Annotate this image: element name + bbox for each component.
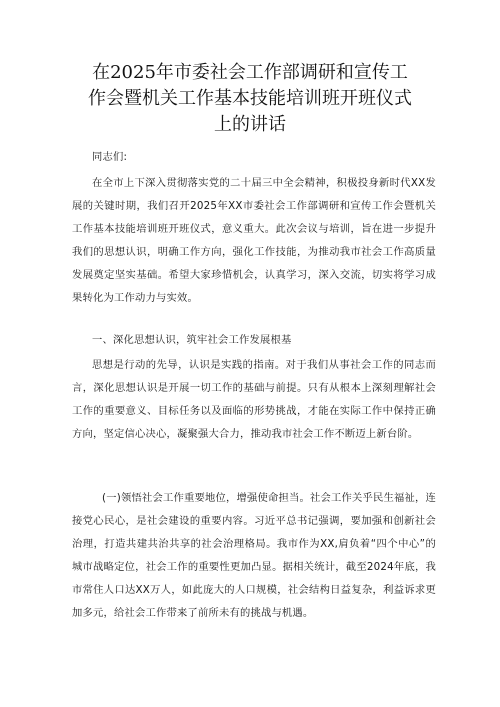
- paragraph-subsection-1: (一)领悟社会工作重要地位，增强使命担当。社会工作关乎民生福祉，连接党心民心，是社会建设的重要内容。习近平总书记强调，要加强和创新社会治理，打造共建共治共享的社会治理格局。我市作为XX,肩负着“四个中心”的城市战略定位，社会工作的重要性更加凸显。据相关统计，截至2024年底，我市常住人口达XX万人，如此庞大的人口规模，社会结构日益复杂，利益诉求更加多元，给社会工作带来了前所未有的挑战与机遇。: [72, 492, 436, 619]
- paragraph-intro: 在全市上下深入贯彻落实党的二十届三中全会精神，积极投身新时代XX发展的关键时期，我们召开2025年XX市委社会工作部调研和宣传工作会暨机关工作基本技能培训班开班仪式，意义重大。此次会议与培训，旨在进一步提升我们的思想认识，明确工作方向，强化工作技能，为推动我市社会工作高质量发展奠定坚实基础。希望大家珍惜机会，认真学习，深入交流，切实将学习成果转化为工作动力与实效。: [72, 177, 436, 304]
- title-line-2: 作会暨机关工作基本技能培训班开班仪式: [88, 88, 412, 109]
- title-line-3: 上的讲话: [214, 114, 286, 135]
- section-heading-1: 一、深化思想认识，筑牢社会工作发展根基: [92, 334, 292, 346]
- salutation: 同志们:: [92, 151, 128, 163]
- title-line-1: 在2025年市委社会工作部调研和宣传工: [92, 62, 408, 83]
- paragraph-section-1: 思想是行动的先导，认识是实践的指南。对于我们从事社会工作的同志而言，深化思想认识是开展一切工作的基础与前提。只有从根本上深刻理解社会工作的重要意义、目标任务以及面临的形势挑战，才能在实际工作中保持正确方向，坚定信心决心，凝聚强大合力，推动我市社会工作不断迈上新台阶。: [72, 359, 436, 440]
- document-title: [60, 60, 440, 138]
